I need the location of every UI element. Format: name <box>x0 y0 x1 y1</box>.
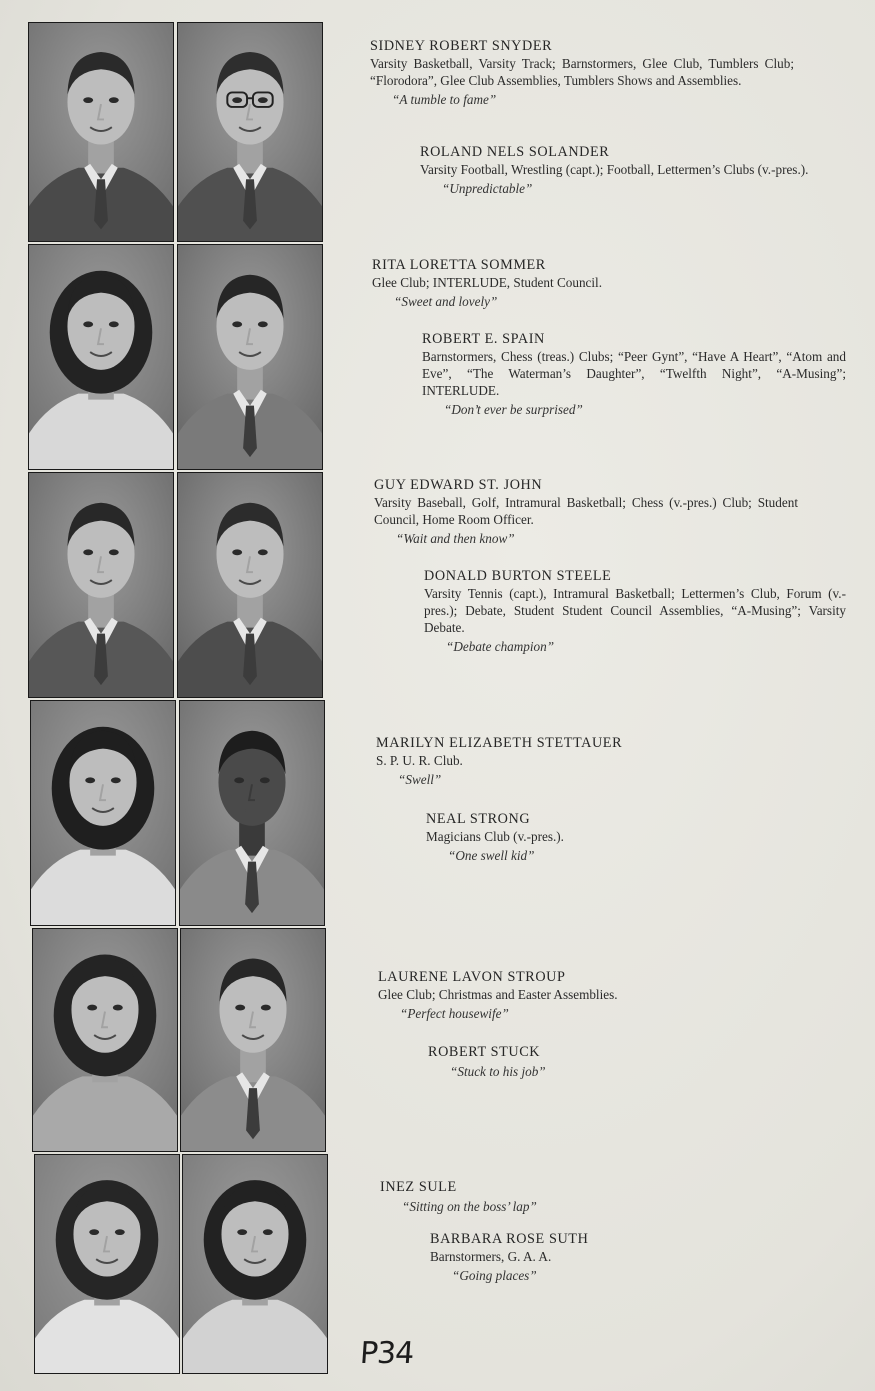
student-activities: Glee Club; INTERLUDE, Student Council. <box>372 275 603 290</box>
portrait-rita-sommer <box>28 244 174 470</box>
entry-sidney-snyder <box>370 38 794 108</box>
portrait-sidney-snyder <box>28 22 174 242</box>
student-quote: “ Sitting on the boss’ lap ” <box>380 1198 804 1215</box>
student-quote: “ A tumble to fame ” <box>370 91 794 108</box>
student-activities: S. P. U. R. Club. <box>376 753 463 768</box>
entry-neal-strong <box>426 811 846 864</box>
student-activities: Varsity Tennis (capt.), Intramural Basketball; Lettermen’s Club, Forum (v.-pres.); Debate, Student Student Council Assemblies, “A-Musing”; Varsity Debate. <box>424 586 846 635</box>
portrait-marilyn-stettauer <box>30 700 176 926</box>
portrait-robert-spain <box>177 244 323 470</box>
student-quote: “ Debate champion ” <box>424 638 846 655</box>
student-activities: Glee Club; Christmas and Easter Assemblies. <box>378 987 618 1002</box>
student-quote: “ Wait and then know ” <box>374 530 798 547</box>
portrait-guy-st-john <box>28 472 174 698</box>
student-quote: “ Perfect housewife ” <box>378 1005 802 1022</box>
entry-robert-stuck <box>428 1044 848 1080</box>
student-name: RITA LORETTA SOMMER <box>372 257 546 273</box>
entry-rita-sommer <box>372 257 802 310</box>
portrait-inez-sule <box>34 1154 180 1374</box>
entry-barbara-suth <box>430 1231 850 1284</box>
student-name: MARILYN ELIZABETH STETTAUER <box>376 735 623 751</box>
student-quote: “ Sweet and lovely ” <box>372 293 802 310</box>
student-name: DONALD BURTON STEELE <box>424 568 612 584</box>
entry-robert-spain <box>422 331 846 418</box>
student-name: NEAL STRONG <box>426 811 531 827</box>
student-name: GUY EDWARD ST. JOHN <box>374 477 543 493</box>
entry-donald-steele <box>424 568 846 655</box>
student-quote: “ Stuck to his job ” <box>428 1063 848 1080</box>
student-name: BARBARA ROSE SUTH <box>430 1231 589 1247</box>
student-activities: Varsity Football, Wrestling (capt.); Football, Lettermen’s Clubs (v.-pres.). <box>420 162 809 177</box>
entry-laurene-stroup <box>378 969 802 1022</box>
portrait-barbara-suth <box>182 1154 328 1374</box>
entry-inez-sule <box>380 1179 804 1215</box>
student-quote: “ Going places ” <box>430 1267 850 1284</box>
portrait-neal-strong <box>179 700 325 926</box>
student-name: SIDNEY ROBERT SNYDER <box>370 38 553 54</box>
student-name: LAURENE LAVON STROUP <box>378 969 566 985</box>
student-name: ROBERT STUCK <box>428 1044 541 1060</box>
student-quote: “ Swell ” <box>376 771 800 788</box>
student-activities: Barnstormers, Chess (treas.) Clubs; “Peer Gynt”, “Have A Heart”, “Atom and Eve”, “The Waterman’s Daughter”, “Twelfth Night”, “A-Musing”; INTERLUDE. <box>422 349 846 398</box>
page-number: P34 <box>358 1336 415 1371</box>
portrait-donald-steele <box>177 472 323 698</box>
student-activities: Varsity Basketball, Varsity Track; Barnstormers, Glee Club, Tumblers Club; “Florodora”, Glee Club Assemblies, Tumblers Shows and Assemblies. <box>370 56 794 88</box>
student-name: ROLAND NELS SOLANDER <box>420 144 610 160</box>
student-quote: “ One swell kid ” <box>426 847 846 864</box>
student-name: ROBERT E. SPAIN <box>422 331 545 347</box>
portrait-roland-solander <box>177 22 323 242</box>
student-activities: Magicians Club (v.-pres.). <box>426 829 564 844</box>
student-quote: “ Unpredictable ” <box>420 180 844 197</box>
portrait-robert-stuck <box>180 928 326 1152</box>
entry-marilyn-stettauer <box>376 735 800 788</box>
student-activities: Barnstormers, G. A. A. <box>430 1249 552 1264</box>
portrait-laurene-stroup <box>32 928 178 1152</box>
student-name: INEZ SULE <box>380 1179 457 1195</box>
entry-roland-solander <box>420 144 844 197</box>
entry-guy-st-john <box>374 477 798 547</box>
student-activities: Varsity Baseball, Golf, Intramural Basketball; Chess (v.-pres.) Club; Student Council, Home Room Officer. <box>374 495 798 527</box>
student-quote: “ Don’t ever be surprised ” <box>422 401 846 418</box>
